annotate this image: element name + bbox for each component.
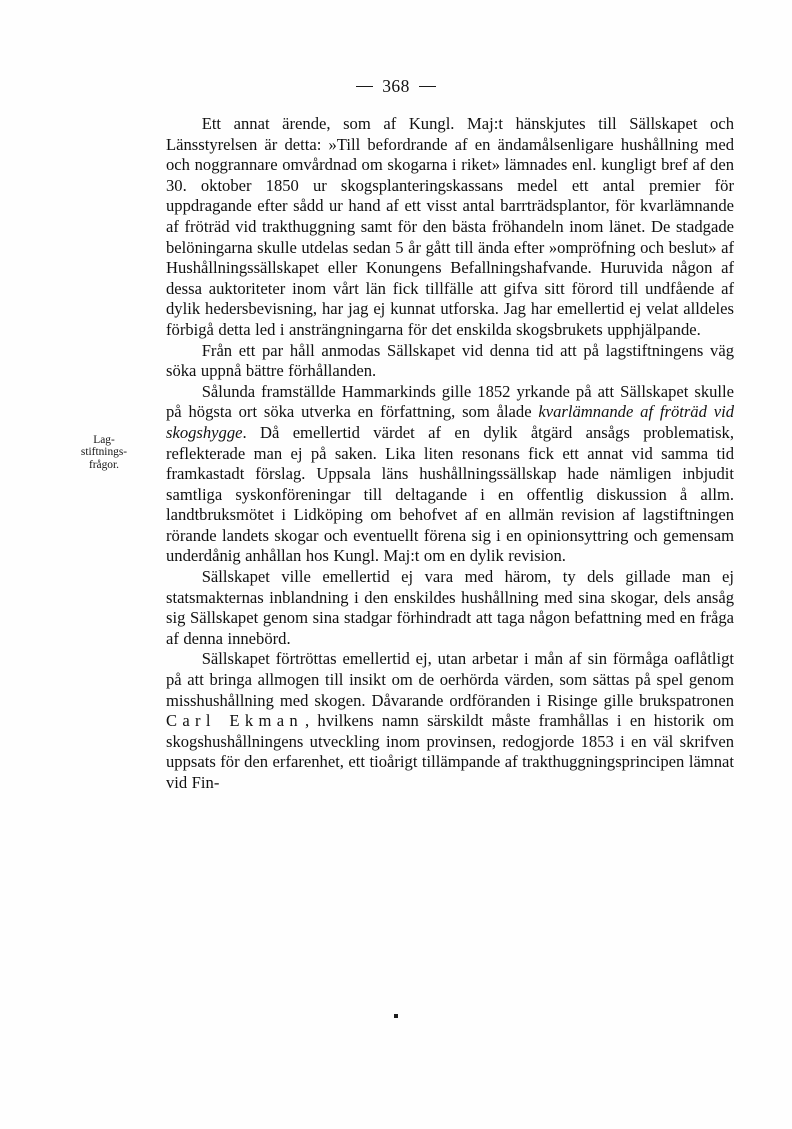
letterspaced-person-name: Carl Ekman — [166, 711, 303, 731]
paragraph-5 — [166, 649, 734, 793]
page-folio — [0, 76, 792, 97]
folio-rule-left — [356, 86, 373, 88]
paragraph-1-text: Ett annat ärende, som af Kungl. Maj:t hänskjutes till Sällskapet och Länsstyrelsen är detta: »Till befordrande af en ändamålsenligare hushållning med och noggrannare omvårdnad om skogarna i riket» lämnades enl. kungligt bref af den 30. oktober 1850 ur skogsplanteringskassans medel ett antal premier för uppdragande efter sådd ur hand af ett visst antal barrträdsplantor, för kvarlämnande af fröträd vid trakthuggning samt för den bästa fröhandeln inom länet. De stadgade belöningarna skulle utdelas sedan 5 år gått till ända efter »ompröfning och beslut» af Hushållningssällskapet eller Konungens Befallningshafvande. Huruvida någon af dessa auktoriteter inom vårt län fick tillfälle att gifva sitt förord till undfående af dylik hedersbevisning, har jag ej kunnat utforska. Jag har emellertid ej velat alldeles förbigå detta led i ansträngningarna för det enskilda skogsbrukets upphjälpande. — [166, 114, 734, 339]
paragraph-4-text: Sällskapet ville emellertid ej vara med härom, ty dels gillade man ej statsmakternas inblandning i den enskildes hushållning med sina skogar, dels ansåg sig Sällskapet genom sina stadgar förhindradt att taga någon befattning med en fråga af denna innebörd. — [166, 567, 734, 648]
paragraph-4 — [166, 567, 734, 649]
paragraph-5-text-after-name: , hvilkens namn särskildt måste framhållas i en historik om skogshushållningens utveckling inom provinsen, redogjorde 1853 i en väl skrifven uppsats för den erfarenhet, ett tioårigt tillämpande af trakthuggningsprincipen lämnat vid Fin- — [166, 711, 734, 792]
paragraph-3-text-before-italic: Sålunda framställde Hammarkinds gille 1852 yrkande på att Sällskapet skulle på högsta ort söka utverka en författning, som ålade — [166, 381, 734, 422]
paragraph-5-text-before-name: Sällskapet förtröttas emellertid ej, utan arbetar i mån af sin förmåga oaflåtligt på att bringa allmogen till insikt om de oerhörda värden, som sättas på spel genom misshushållning med skogen. Dåvarande ordföranden i Risinge gille brukspatronen — [166, 649, 734, 710]
italic-emphasis-phrase: kvarlämnande af fröträd vid skogshygge — [166, 402, 734, 442]
folio-rule-right — [419, 86, 436, 88]
margin-note-line-1: Lag- — [93, 434, 115, 446]
paragraph-3 — [166, 382, 734, 567]
paragraph-1 — [166, 114, 734, 341]
paragraph-2 — [166, 341, 734, 382]
paragraph-2-text: Från ett par håll anmodas Sällskapet vid denna tid att på lagstiftningens väg söka uppnå bättre förhållanden. — [166, 340, 734, 381]
margin-note-line-2: stiftnings- — [80, 446, 128, 459]
margin-note — [46, 434, 162, 471]
text-column — [166, 114, 734, 794]
printer-mark — [394, 1014, 398, 1018]
page-number: 368 — [382, 76, 410, 96]
paragraph-3-text-after-italic: . Då emellertid värdet af en dylik åtgärd ansågs problematisk, reflekterade man ej på saken. Lika liten resonans fick ett annat vid samma tid framkastadt förslag. Uppsala läns hushållningssällskap hade nämligen inbjudit samtliga syskonföreningar till deltagande i en offentlig diskussion å allm. landtbruksmötet i Lidköping om behofvet af en allmän revision af lagstiftningen rörande landets skogar och eventuellt förena sig i en opinionsyttring och gemensam underdånig anhållan hos Kungl. Maj:t om en dylik revision. — [166, 422, 734, 566]
margin-note-line-3: frågor. — [88, 458, 120, 471]
